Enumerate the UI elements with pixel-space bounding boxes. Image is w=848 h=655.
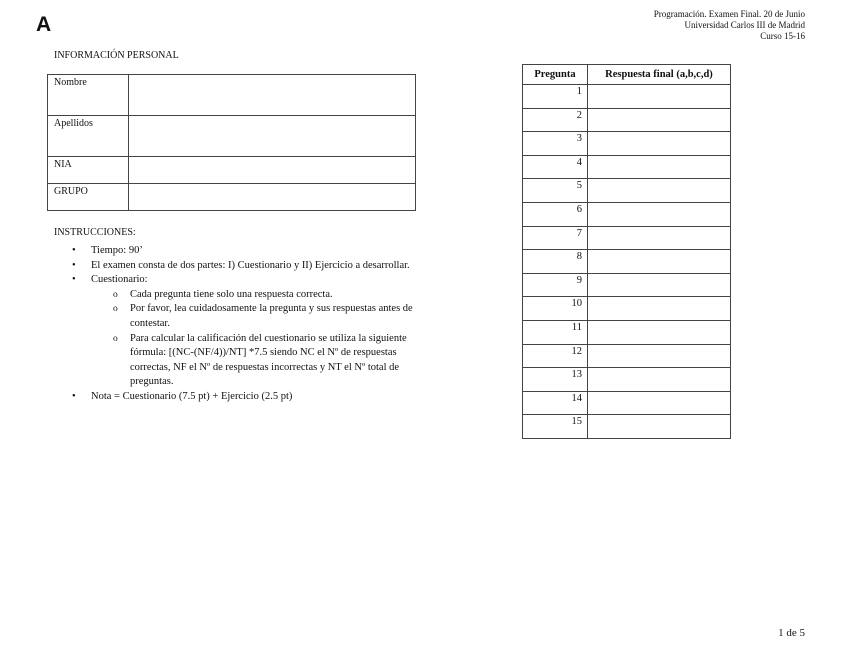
answer-cell[interactable] bbox=[588, 415, 731, 439]
answer-cell[interactable] bbox=[588, 202, 731, 226]
answer-row bbox=[523, 273, 731, 297]
answer-cell[interactable] bbox=[588, 273, 731, 297]
header-course-title: Programación. Examen Final. 20 de Junio bbox=[653, 9, 805, 19]
answer-row bbox=[523, 391, 731, 415]
name-label: Nombre bbox=[48, 75, 129, 116]
question-number: 14 bbox=[523, 391, 588, 415]
answer-row bbox=[523, 108, 731, 132]
instructions-list bbox=[54, 244, 414, 405]
name-field[interactable] bbox=[129, 75, 416, 116]
answer-row bbox=[523, 415, 731, 439]
question-number: 2 bbox=[523, 108, 588, 132]
answer-cell[interactable] bbox=[588, 226, 731, 250]
answer-cell[interactable] bbox=[588, 250, 731, 274]
personal-info-title: INFORMACIÓN PERSONAL bbox=[54, 50, 179, 61]
question-column-header: Pregunta bbox=[523, 65, 588, 85]
nia-label: NIA bbox=[48, 157, 129, 184]
answer-cell[interactable] bbox=[588, 297, 731, 321]
answer-row bbox=[523, 344, 731, 368]
personal-row-name bbox=[48, 75, 416, 116]
question-number: 4 bbox=[523, 155, 588, 179]
question-number: 12 bbox=[523, 344, 588, 368]
answer-row bbox=[523, 202, 731, 226]
answer-cell[interactable] bbox=[588, 179, 731, 203]
answer-cell[interactable] bbox=[588, 344, 731, 368]
answer-row bbox=[523, 297, 731, 321]
answer-row bbox=[523, 226, 731, 250]
personal-row-nia bbox=[48, 157, 416, 184]
question-number: 3 bbox=[523, 132, 588, 156]
answer-cell[interactable] bbox=[588, 132, 731, 156]
answer-row bbox=[523, 85, 731, 109]
questionnaire-label: Cuestionario: bbox=[91, 274, 148, 286]
header-academic-year: Curso 15-16 bbox=[760, 31, 805, 41]
question-number: 1 bbox=[523, 85, 588, 109]
nia-field[interactable] bbox=[129, 157, 416, 184]
answer-row bbox=[523, 320, 731, 344]
question-number: 11 bbox=[523, 320, 588, 344]
answer-cell[interactable] bbox=[588, 108, 731, 132]
surname-label: Apellidos bbox=[48, 116, 129, 157]
group-label: GRUPO bbox=[48, 184, 129, 211]
instruction-parts: • El examen consta de dos partes: I) Cuestionario y II) Ejercicio a desarrollar. bbox=[54, 259, 414, 274]
document-header bbox=[654, 9, 805, 42]
question-number: 13 bbox=[523, 368, 588, 392]
answer-column-header: Respuesta final (a,b,c,d) bbox=[588, 65, 731, 85]
question-number: 10 bbox=[523, 297, 588, 321]
answer-cell[interactable] bbox=[588, 85, 731, 109]
answer-row bbox=[523, 368, 731, 392]
sub-instruction-formula: o Para calcular la calificación del cuestionario se utiliza la siguiente fórmula: [(NC-(NF/4))/NT] *7.5 siendo NC el Nº de respuestas correctas, NF el Nº de respuestas incorrectas y NT el Nº total de preguntas. bbox=[54, 332, 414, 390]
page-number: 1 de 5 bbox=[778, 627, 805, 639]
question-number: 8 bbox=[523, 250, 588, 274]
instructions-title: INSTRUCCIONES: bbox=[54, 227, 136, 238]
personal-row-surname bbox=[48, 116, 416, 157]
header-university: Universidad Carlos III de Madrid bbox=[684, 20, 805, 30]
group-field[interactable] bbox=[129, 184, 416, 211]
exam-version-letter: A bbox=[36, 13, 52, 36]
question-number: 6 bbox=[523, 202, 588, 226]
answer-row bbox=[523, 155, 731, 179]
answer-row bbox=[523, 179, 731, 203]
answer-cell[interactable] bbox=[588, 368, 731, 392]
answer-cell[interactable] bbox=[588, 320, 731, 344]
answer-row bbox=[523, 250, 731, 274]
instruction-time: • Tiempo: 90’ bbox=[54, 244, 414, 259]
personal-row-group bbox=[48, 184, 416, 211]
instruction-grade: • Nota = Cuestionario (7.5 pt) + Ejercicio (2.5 pt) bbox=[54, 390, 414, 405]
surname-field[interactable] bbox=[129, 116, 416, 157]
sub-instruction-read-carefully: o Por favor, lea cuidadosamente la pregunta y sus respuestas antes de contestar. bbox=[54, 302, 414, 331]
instruction-questionnaire bbox=[54, 273, 414, 390]
question-number: 5 bbox=[523, 179, 588, 203]
question-number: 9 bbox=[523, 273, 588, 297]
answer-sheet-table bbox=[522, 64, 731, 439]
answer-cell[interactable] bbox=[588, 155, 731, 179]
answer-table-header bbox=[523, 65, 731, 85]
sub-instruction-one-answer: o Cada pregunta tiene solo una respuesta correcta. bbox=[54, 288, 414, 303]
question-number: 15 bbox=[523, 415, 588, 439]
question-number: 7 bbox=[523, 226, 588, 250]
answer-row bbox=[523, 132, 731, 156]
personal-info-table bbox=[47, 74, 416, 211]
answer-cell[interactable] bbox=[588, 391, 731, 415]
